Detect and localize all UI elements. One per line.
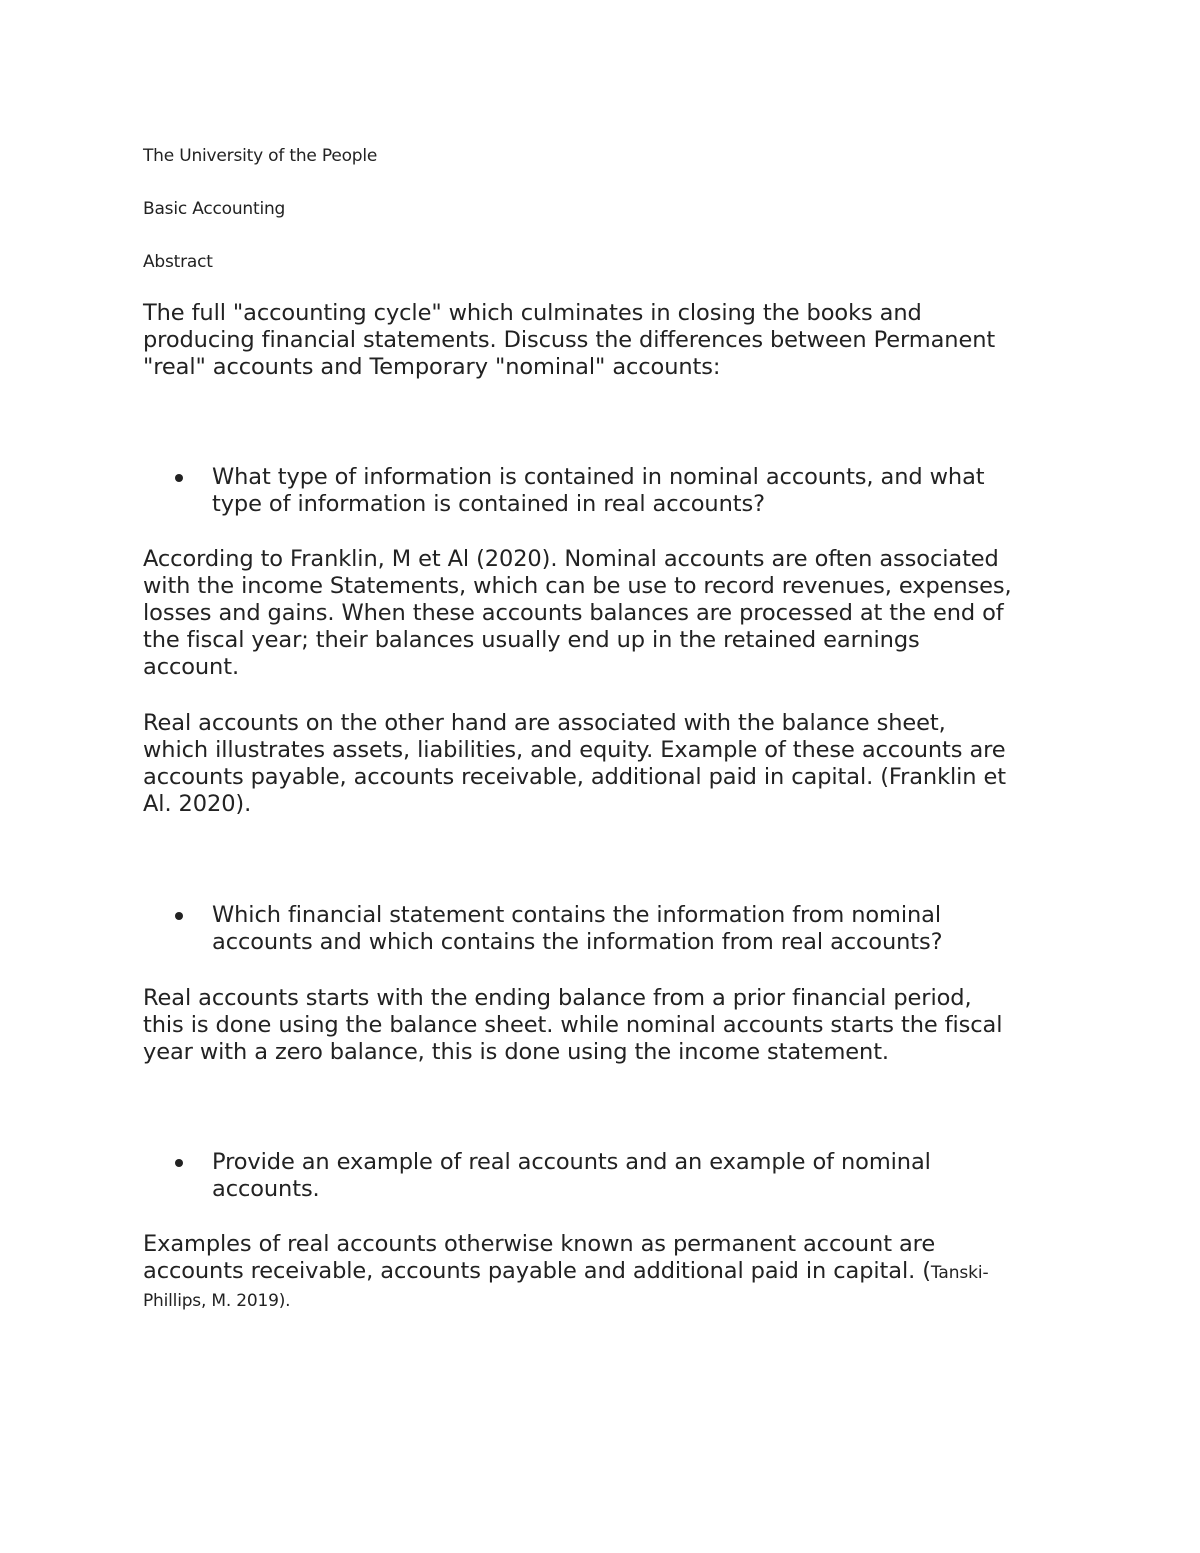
bullet-icon	[175, 1159, 183, 1167]
answer-line: losses and gains. When these accounts balances are processed at the end of	[143, 600, 1004, 626]
answer-line: Examples of real accounts otherwise known as permanent account are	[143, 1231, 936, 1257]
answer-line: which illustrates assets, liabilities, and equity. Example of these accounts are	[143, 737, 1006, 763]
question-line: Which financial statement contains the information from nominal	[212, 902, 942, 928]
answer-line: year with a zero balance, this is done using the income statement.	[143, 1039, 889, 1065]
bullet-icon	[175, 912, 183, 920]
citation-text: Tanski-	[930, 1263, 989, 1283]
answer-text: accounts receivable, accounts payable and additional paid in capital. (	[143, 1258, 931, 1284]
question-line: type of information is contained in real accounts?	[212, 491, 765, 517]
citation-line: Phillips, M. 2019).	[143, 1291, 291, 1311]
question-line: What type of information is contained in nominal accounts, and what	[212, 464, 985, 490]
answer-line: account.	[143, 654, 239, 680]
course-name: Basic Accounting	[143, 199, 286, 219]
answer-line: According to Franklin, M et Al (2020). Nominal accounts are often associated	[143, 546, 999, 572]
intro-line: producing financial statements. Discuss the differences between Permanent	[143, 327, 996, 353]
question-line: accounts.	[212, 1176, 320, 1202]
answer-line: the fiscal year; their balances usually end up in the retained earnings	[143, 627, 920, 653]
intro-line: The full "accounting cycle" which culminates in closing the books and	[143, 300, 922, 326]
answer-line: this is done using the balance sheet. while nominal accounts starts the fiscal	[143, 1012, 1003, 1038]
answer-line	[143, 1258, 989, 1287]
answer-line: with the income Statements, which can be use to record revenues, expenses,	[143, 573, 1012, 599]
answer-line: Real accounts on the other hand are associated with the balance sheet,	[143, 710, 946, 736]
university-name: The University of the People	[143, 146, 378, 166]
abstract-label: Abstract	[143, 252, 213, 272]
intro-line: "real" accounts and Temporary "nominal" accounts:	[143, 354, 721, 380]
answer-line: accounts payable, accounts receivable, additional paid in capital. (Franklin et	[143, 764, 1006, 790]
answer-line: Real accounts starts with the ending balance from a prior financial period,	[143, 985, 972, 1011]
question-line: accounts and which contains the information from real accounts?	[212, 929, 943, 955]
answer-line: Al. 2020).	[143, 791, 252, 817]
question-line: Provide an example of real accounts and an example of nominal	[212, 1149, 931, 1175]
bullet-icon	[175, 474, 183, 482]
